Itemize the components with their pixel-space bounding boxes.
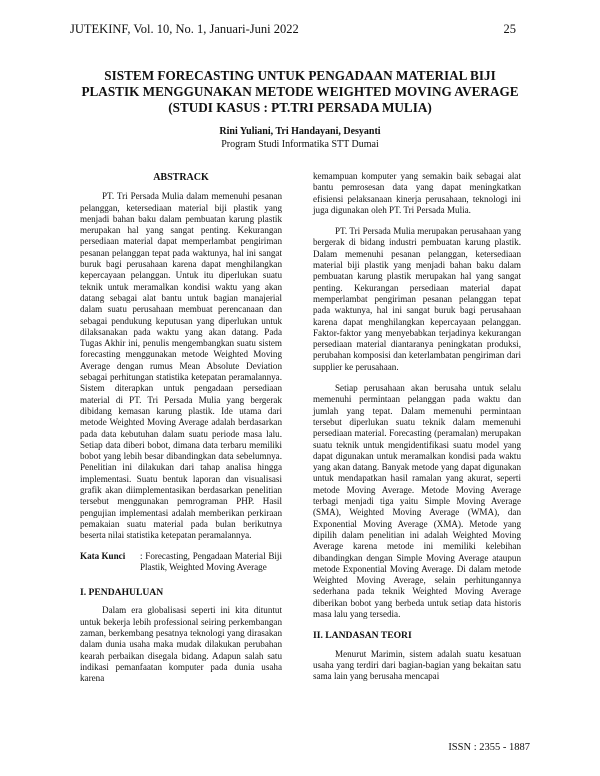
issn-footer: ISSN : 2355 - 1887 (448, 742, 530, 753)
paper-title (40, 68, 560, 116)
right-column (313, 171, 521, 682)
section-heading-introduction: I. PENDAHULUAN (80, 587, 164, 599)
intro-paragraph-3: Setiap perusahaan akan berusaha untuk selalu memenuhi permintaan pelanggan pada waktu dan jumlah yang tepat. Dalam memenuhi permintaan tersebut diperlukan suatu teknik dalam memenuhi persediaan material. Forecasting (peramalan) merupakan suatu teknik untuk mengidentifikasi suatu model yang dapat digunakan untuk meramalkan kondisi pada waktu yang akan datang. Banyak metode yang dapat digunakan untuk mendapatkan hasil ramalan yang akurat, seperti metode Moving Average. Metode Moving Average terbagi menjadi tiga yaitu Simple Moving Average (SMA), Weighted Moving Average (WMA), dan Exponential Moving Average (XMA). Metode yang dipilih dalam penelitian ini adalah Weighted Moving Average karena metode ini memiliki kelebihan dibandingkan dengan Simple Moving Average ataupun metode Exponential Moving Average. Di dalam metode Weighted Moving Average, selain perhitungannya sederhana pada teknik Weighted Moving Average diberikan bobot yang berbeda untuk setiap data historis masa lalu yang tersedia. (313, 383, 521, 619)
left-column (80, 172, 282, 684)
keywords-text: : Forecasting, Pengadaan Material Biji Plastik, Weighted Moving Average (140, 550, 282, 572)
running-header (70, 22, 516, 37)
section-heading-theory: II. LANDASAN TEORI (313, 630, 412, 642)
intro-paragraph-1: Dalam era globalisasi seperti ini kita dituntut untuk bekerja lebih professional seiring perkembangan zaman, berkembang pesatnya teknologi yang dirasakan dalam dunia usaha maka mudak dilakukan perubahan kearah perbaikan disegala bidang. Adapun salah satu indikasi pemanfaatan komputer pada dunia usaha karena (80, 605, 282, 684)
author-list: Rini Yuliani, Tri Handayani, Desyanti (219, 126, 381, 137)
keywords (80, 551, 282, 574)
intro-paragraph-1-continued: kemampuan komputer yang semakin baik sebagai alat bantu pemrosesan data yang dapat meningkatkan efisiensi pelaksanaan kinerja perusahaan, teknologi ini juga digunakan oleh PT. Tri Persada Mulia. (313, 171, 521, 215)
affiliation: Program Studi Informatika STT Dumai (221, 139, 379, 150)
journal-citation: JUTEKINF, Vol. 10, No. 1, Januari-Juni 2022 (70, 22, 299, 36)
title-line-2: PLASTIK MENGGUNAKAN METODE WEIGHTED MOVING AVERAGE (81, 84, 519, 99)
abstract-text: PT. Tri Persada Mulia dalam memenuhi pesanan pelanggan, ketersediaan material biji plastik yang menjadi bahan baku dalam pembuatan karung plastik merupakan hal yang sangat penting. Kekurangan persediaan material dapat memperlambat pengiriman pesanan pelanggan tepat pada waktunya, hal ini sangat buruk bagi perusahaan karena dapat menghilangkan kepercayaan pelanggan. Untuk itu diperlukan suatu teknik untuk meramalkan kondisi waktu yang akan datang sebagai alat bantu untuk bagian manajerial dalam suatu perusahaan membuat perencanaan dan sebagai pendukung keputusan yang diperlukan untuk dilaksanakan pada waktu yang akan datang. Pada Tugas Akhir ini, penulis mengembangkan suatu sistem forecasting menggunakan metode Weighted Moving Average dengan rumus Mean Absolute Deviation sebagai perhitungan statistika ketepatan peramalannya. Sistem diterapkan untuk pengadaan persediaan material di PT. Tri Persada Mulia yang bergerak dibidang kemasan karung plastik. Ide utama dari metode Weighted Moving Average adalah berdasarkan pada data kebutuhan dalam suatu periode masa lalu. Setiap data diberi bobot, dimana data terbaru memiliki bobot yang lebih besar dibandingkan data sebelumnya. Penelitian ini dilakukan dari tahap analisa hingga implementasi. Suatu bentuk laporan dan visualisasi grafik akan diimplementasikan berdasarkan penelitian tersebut menggunakan pemrograman PHP. Hasil pengujian implementasi adalah memberikan perkiraan pemakaian suatu material pada bulan berikutnya beserta nilai statistika ketepatan peramalannya. (80, 191, 282, 541)
intro-paragraph-2: PT. Tri Persada Mulia merupakan perusahaan yang bergerak di bidang industri pembuatan karung plastik. Dalam memenuhi pesanan pelanggan, ketersediaan material biji plastik yang menjadi bahan baku dalam pembuatan karung plastik merupakan hal yang sangat penting. Kekurangan persediaan material dapat memperlambat pengiriman pesanan pelanggan tepat pada waktunya, hal ini sangat buruk bagi perusahaan karena dapat menghilangkan kepercayaan pelanggan. Faktor-faktor yang menyebabkan terjadinya kekurangan persediaan material diantaranya peningkatan produksi, perubahan komposisi dan keterlambatan pengiriman dari supplier ke perusahaan. (313, 226, 521, 372)
abstract-heading: ABSTRACK (153, 172, 209, 183)
theory-paragraph-1: Menurut Marimin, sistem adalah suatu kesatuan usaha yang terdiri dari bagian-bagian yang bekaitan satu sama lain yang berusaha mencapai (313, 648, 521, 682)
keywords-label: Kata Kunci (80, 550, 126, 561)
page-number: 25 (503, 22, 516, 36)
title-line-3: (STUDI KASUS : PT.TRI PERSADA MULIA) (168, 100, 432, 115)
title-line-1: SISTEM FORECASTING UNTUK PENGADAAN MATERIAL BIJI (104, 68, 496, 83)
